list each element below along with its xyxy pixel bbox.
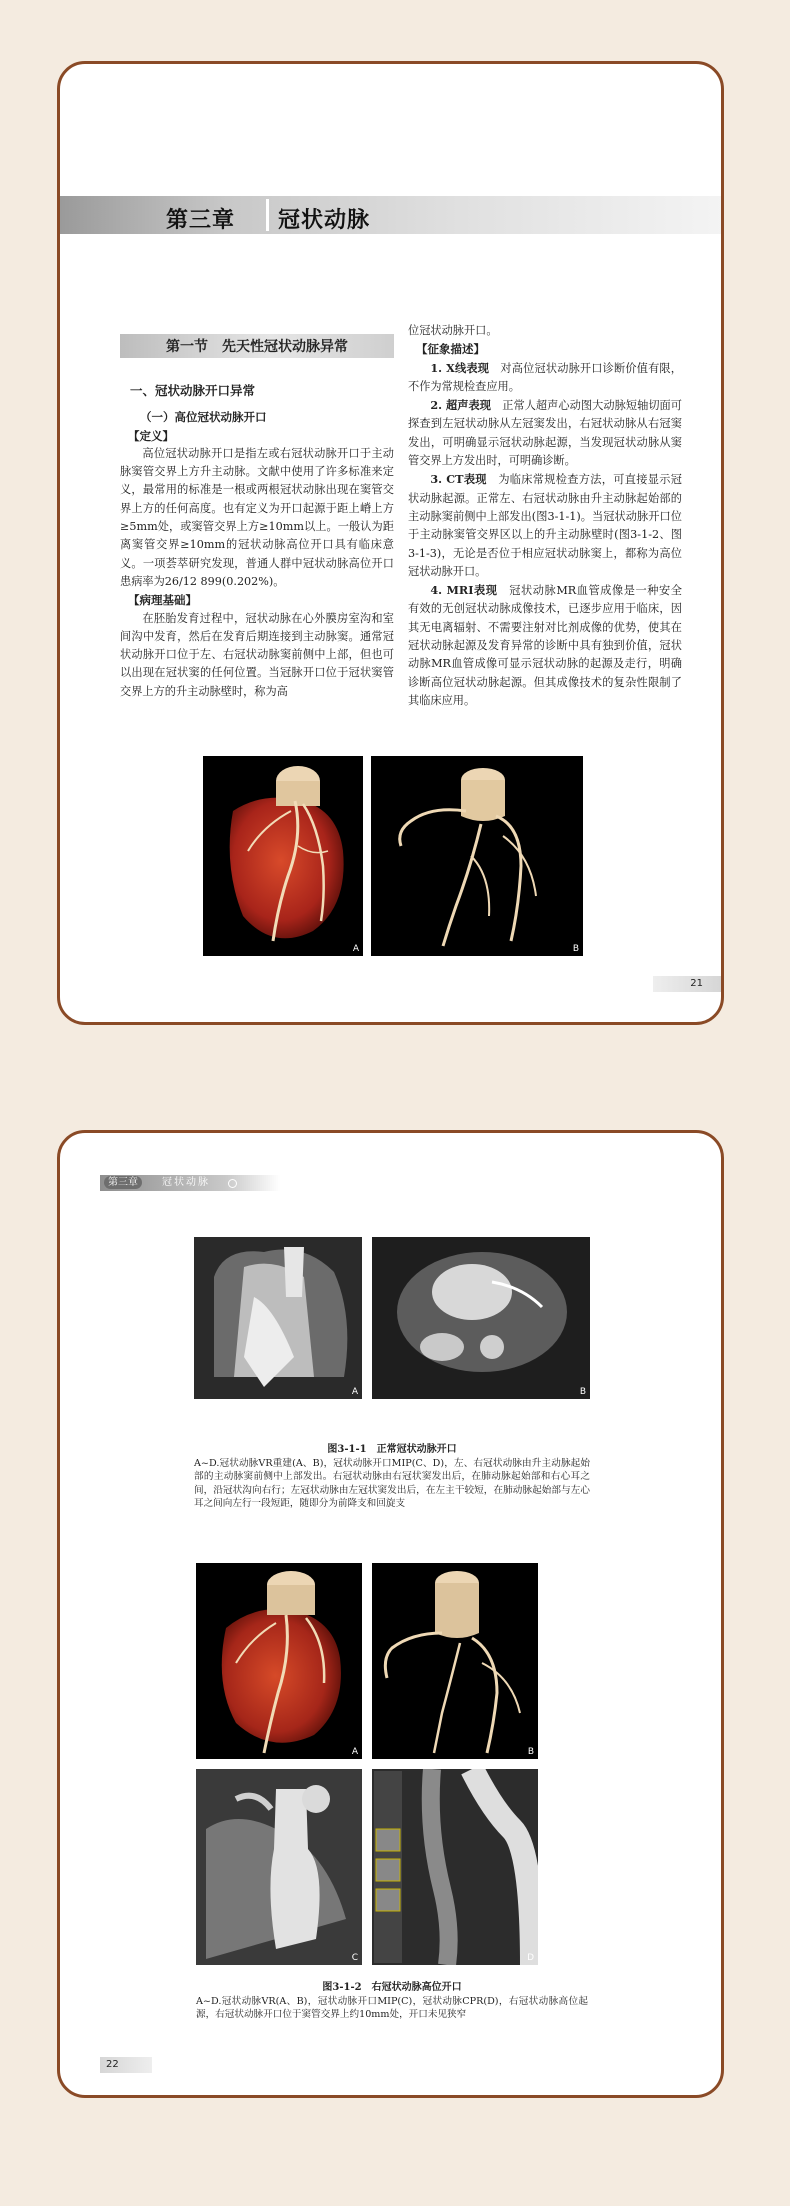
header-dot-icon	[228, 1179, 237, 1188]
item-ultrasound	[408, 396, 682, 470]
header-chapter: 第三章	[104, 1176, 142, 1189]
figure-vr-heart	[203, 756, 363, 956]
figure-label: A	[352, 944, 359, 954]
figure-3-1-2-a	[196, 1563, 362, 1759]
item-label: 2. 超声表现	[430, 398, 491, 413]
item-text: 为临床常规检查方法，可直接显示冠状动脉起源。正常左、右冠状动脉由升主动脉起始部的主动脉窦前侧中上部发出(图3-1-1)。当冠状动脉开口位于主动脉窦管交界区以上的升主动脉壁时(图3-1-2、图3-1-3)，无论是否位于相应冠状动脉窦上，都称为高位冠状动脉开口。	[408, 473, 682, 578]
page-22	[57, 1130, 724, 2098]
figure-vr-vessels	[371, 756, 583, 956]
figure-3-1-1-a	[194, 1237, 362, 1399]
item-text: 冠状动脉MR血管成像是一种安全有效的无创冠状动脉成像技术，已逐步应用于临床，因其无电离辐射、不需要注射对比剂成像的优势，使其在冠状动脉起源及发育异常的诊断中具有独到价值，冠状动脉MR血管成像可显示冠状动脉的起源及走行，明确诊断高位冠状动脉起源。但其成像技术的复杂性限制了其临床应用。	[408, 584, 682, 707]
signs-heading: 【征象描述】	[416, 342, 485, 357]
caption-3-1-2	[196, 1981, 588, 2022]
figure-3-1-1-b	[372, 1237, 590, 1399]
caption-3-1-1	[194, 1443, 590, 1511]
caption-title: 图3-1-1 正常冠状动脉开口	[327, 1444, 457, 1455]
header-title: 冠状动脉	[162, 1177, 210, 1188]
page-21	[57, 61, 724, 1025]
item-label: 1. X线表现	[430, 360, 490, 375]
definition-heading: 【定义】	[128, 428, 174, 443]
figure-label: B	[572, 944, 579, 954]
figure-label: D	[527, 1953, 534, 1963]
figure-label: B	[527, 1747, 534, 1757]
figure-3-1-2-b	[372, 1563, 538, 1759]
chapter-number: 第三章	[166, 208, 236, 233]
left-column	[120, 382, 394, 701]
item-text: 正常人超声心动图大动脉短轴切面可探查到左冠状动脉从左冠窦发出，右冠状动脉从右冠窦发出，可明确显示冠状动脉起源，当发现冠状动脉从窦管交界上方发出时，可明确诊断。	[408, 399, 682, 468]
figure-label: A	[351, 1387, 358, 1397]
page-number: 21	[653, 976, 721, 992]
caption-text: A~D.冠状动脉VR重建(A、B)，冠状动脉开口MIP(C、D)，左、右冠状动脉由升主动脉起始部的主动脉窦前侧中上部发出。右冠状动脉由右冠状窦发出后，在肺动脉起始部和右心耳之间，沿冠状沟向右行；左冠状动脉由左冠状窦发出后，在左主干较短，在肺动脉起始部与左心耳之间向左行一段短距，随即分为前降支和回旋支	[194, 1457, 590, 1509]
pathology-text: 在胚胎发育过程中，冠状动脉在心外膜房室沟和室间沟中发育，然后在发育后期连接到主动脉窦。通常冠状动脉开口位于左、右冠状动脉窦前侧中上部，但也可以出现在冠状窦的任何位置。当冠脉开口位于冠状窦管交界上方的升主动脉壁时，称为高	[120, 611, 394, 698]
caption-title: 图3-1-2 右冠状动脉高位开口	[322, 1982, 462, 1993]
chapter-banner	[60, 196, 724, 234]
page-number: 22	[100, 2057, 152, 2073]
definition-text: 高位冠状动脉开口是指左或右冠状动脉开口于主动脉窦管交界上方升主动脉。文献中使用了许多标准来定义，最常用的标准是一根或两根冠状动脉出现在窦管交界上方的任何高度。也有定义为开口起源于距上嵴上方≥5mm处，或窦管交界上方≥10mm以上。一般认为距离窦管交界≥10mm的冠状动脉高位开口具有临床意义。一项荟萃研究发现，普通人群中冠状动脉高位开口患病率为26/12 899(0.202%)。	[120, 446, 394, 588]
chapter-title: 冠状动脉	[278, 208, 371, 233]
figure-label: B	[579, 1387, 586, 1397]
figure-label: C	[351, 1953, 358, 1963]
item-xray	[408, 359, 682, 397]
running-header	[100, 1175, 280, 1191]
continuation-text: 位冠状动脉开口。	[408, 324, 498, 337]
item-label: 3. CT表现	[430, 472, 487, 487]
caption-text: A~D.冠状动脉VR(A、B)，冠状动脉开口MIP(C)，冠状动脉CPR(D)，右冠状动脉高位起源，右冠状动脉开口位于窦管交界上约10mm处，开口未见狭窄	[196, 1995, 588, 2020]
item-text: 对高位冠状动脉开口诊断价值有限，不作为常规检查应用。	[408, 361, 682, 393]
figure-label: A	[351, 1747, 358, 1757]
chapter-divider	[266, 199, 269, 231]
item-label: 4. MRI表现	[430, 583, 498, 598]
topic-heading: （一）高位冠状动脉开口	[140, 410, 267, 425]
item-mri	[408, 581, 682, 710]
right-column	[408, 322, 682, 710]
figure-3-1-2-c	[196, 1769, 362, 1965]
section-title: 第一节 先天性冠状动脉异常	[166, 339, 348, 355]
item-ct	[408, 470, 682, 581]
figure-3-1-2-d	[372, 1769, 538, 1965]
pathology-heading: 【病理基础】	[128, 593, 197, 608]
subsection-heading: 一、冠状动脉开口异常	[130, 383, 256, 398]
